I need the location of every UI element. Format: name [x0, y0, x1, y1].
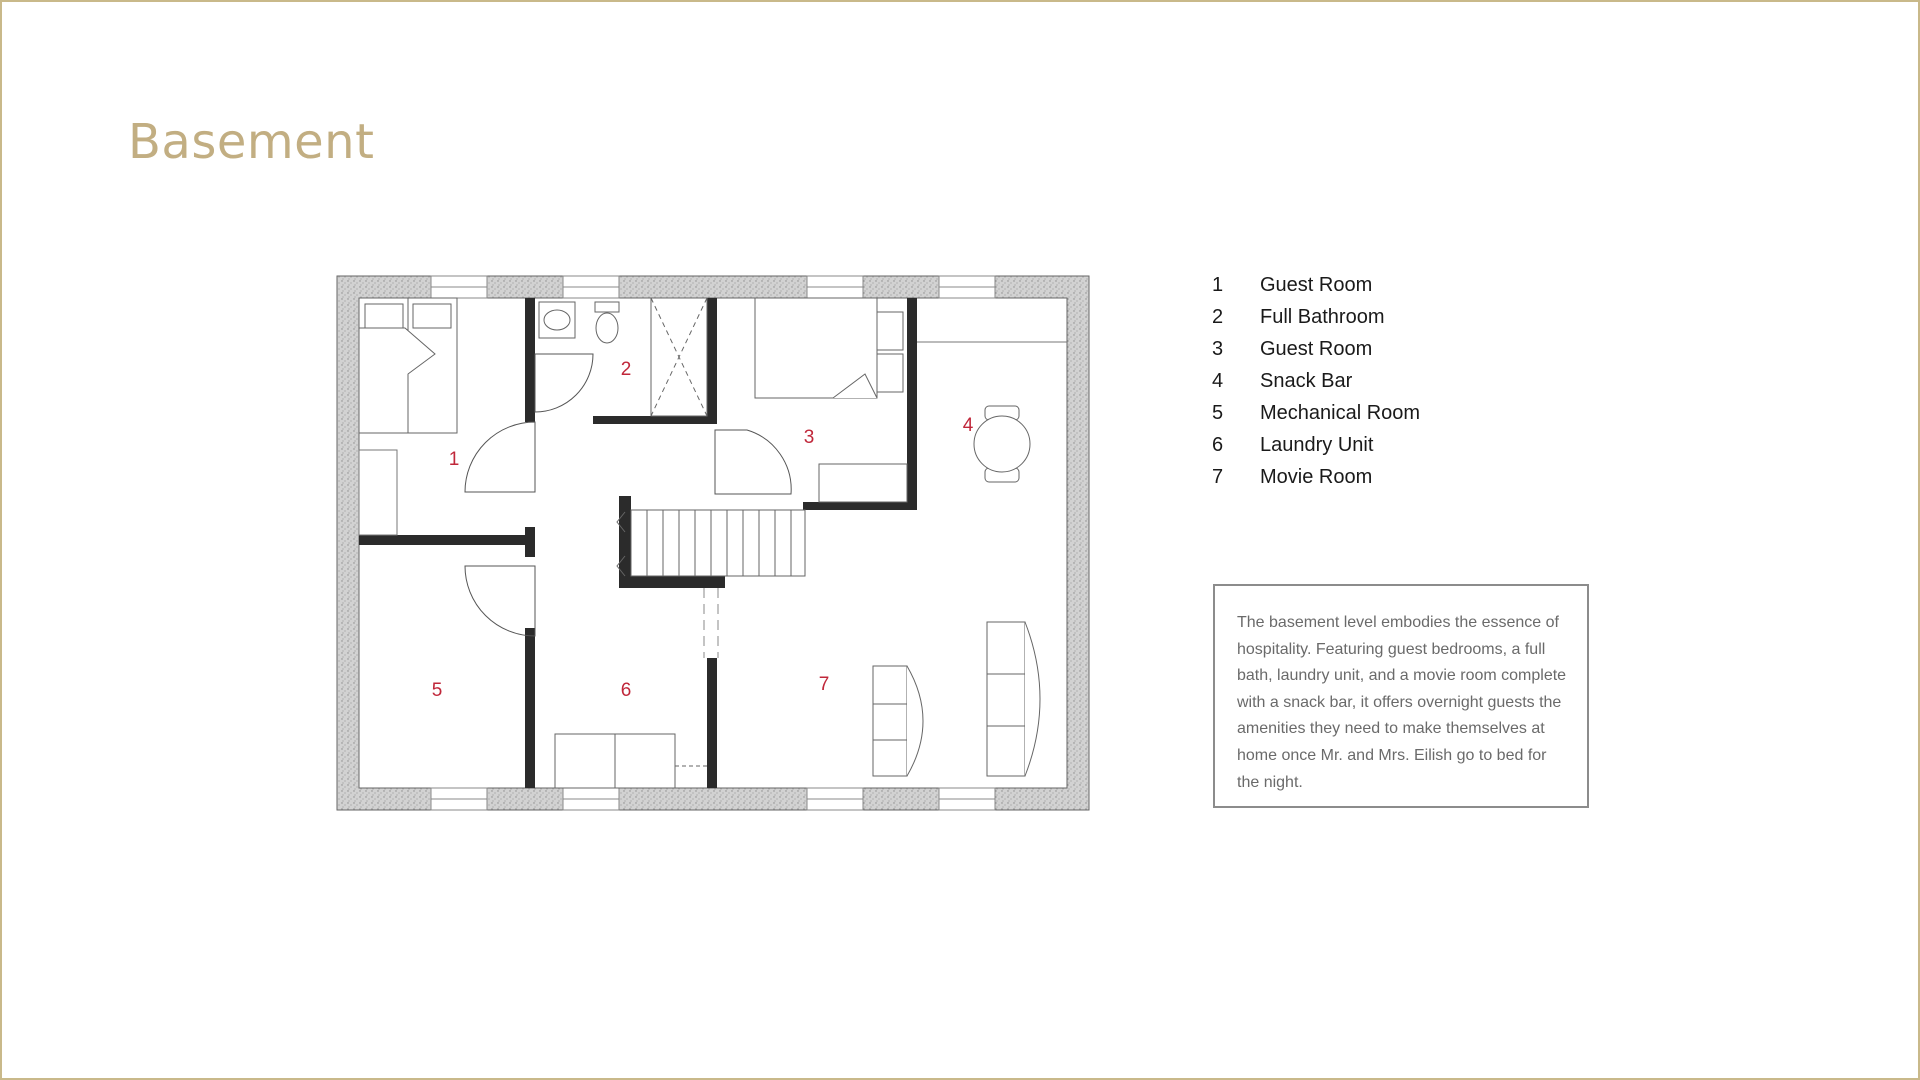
sofa [987, 622, 1040, 776]
toilet [595, 302, 619, 312]
bed [755, 298, 907, 502]
staircase [617, 510, 805, 576]
sofa [873, 666, 923, 776]
bathroom-fixtures [539, 298, 707, 416]
legend-number: 6 [1212, 433, 1224, 456]
room-label-4: 4 [962, 415, 974, 436]
legend-number: 3 [1212, 337, 1224, 360]
room-legend [1212, 269, 1420, 493]
opening [704, 588, 718, 658]
room-label-6: 6 [620, 680, 632, 701]
room-label-1: 1 [448, 449, 460, 470]
legend-item [1212, 461, 1420, 493]
legend-number: 1 [1212, 273, 1224, 296]
legend-number: 4 [1212, 369, 1224, 392]
room-label-2: 2 [620, 359, 632, 380]
legend-number: 7 [1212, 465, 1224, 488]
laundry-machines [555, 734, 707, 788]
page-title: Basement [128, 114, 375, 170]
bed [359, 298, 457, 433]
legend-number: 2 [1212, 305, 1224, 328]
legend-label: Snack Bar [1260, 369, 1353, 392]
door [535, 354, 593, 412]
description-text: The basement level embodies the essence of hospitality. Featuring guest bedrooms, a full bath, laundry unit, and a movie room complete with a snack bar, it offers overnight guests the amenities they need to make themselves at home once Mr. and Mrs. Eilish go to bed for the night. [1237, 614, 1567, 791]
floor-plan [335, 274, 1095, 814]
description-box [1213, 584, 1589, 808]
legend-label: Mechanical Room [1260, 401, 1421, 424]
snack-bar-table [974, 406, 1030, 482]
doors [465, 354, 791, 636]
legend-label: Guest Room [1260, 337, 1373, 360]
legend-label: Full Bathroom [1260, 305, 1385, 328]
legend-label: Guest Room [1260, 273, 1373, 296]
legend-label: Movie Room [1260, 465, 1373, 488]
legend-item [1212, 333, 1420, 365]
legend-item [1212, 397, 1420, 429]
door [465, 566, 535, 636]
legend-item [1212, 301, 1420, 333]
legend-item [1212, 365, 1420, 397]
legend-label: Laundry Unit [1260, 433, 1374, 456]
door [715, 430, 791, 494]
room-label-3: 3 [803, 427, 815, 448]
room-label-5: 5 [431, 680, 443, 701]
door [465, 422, 535, 492]
room-label-7: 7 [818, 674, 830, 695]
legend-item [1212, 429, 1420, 461]
legend-number: 5 [1212, 401, 1224, 424]
legend-item [1212, 269, 1420, 301]
